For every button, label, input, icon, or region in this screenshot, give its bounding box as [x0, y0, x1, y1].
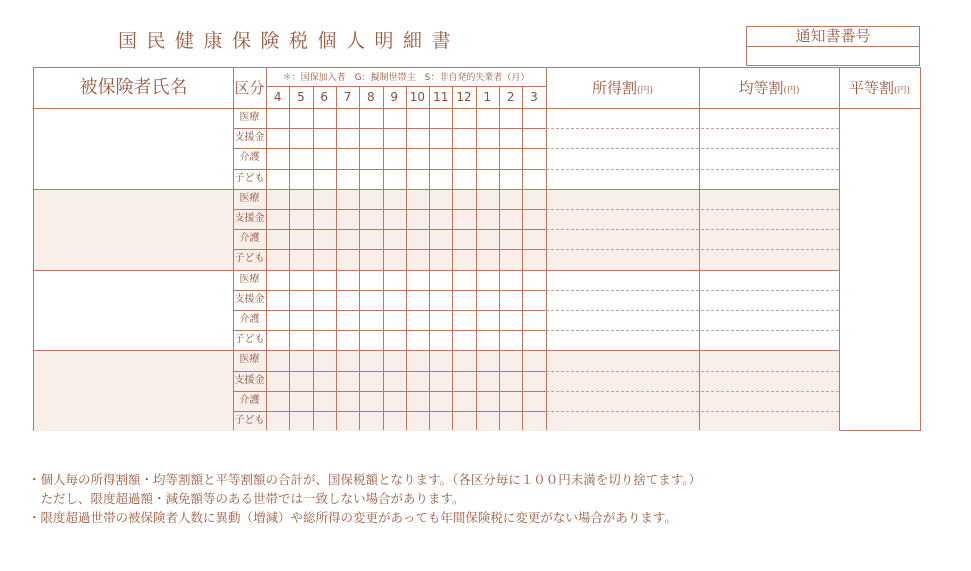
month-label: 9: [390, 90, 398, 104]
header-name: 被保険者氏名: [79, 77, 188, 98]
row-dashed-rule: [546, 310, 839, 311]
header-legend: ＊：国保加入者 G：擬制世帯主 S：非自発的失業者（月）: [282, 73, 530, 83]
notes: [28, 470, 928, 527]
month-label: 7: [343, 90, 352, 104]
notice-number-label: 通知書番号: [747, 27, 919, 47]
category-label: 支援金: [234, 213, 265, 224]
month-label: 12: [456, 90, 472, 104]
month-label: 10: [409, 90, 426, 104]
notice-number-box: [746, 26, 920, 66]
category-label: 子ども: [234, 334, 265, 346]
note-line-3: ・限度超過世帯の被保険者人数に異動（増減）や総所得の変更があっても年間保険税に変更がない場合があります。: [28, 510, 677, 525]
month-rule: [429, 86, 430, 430]
header-kubun: 区分: [234, 79, 265, 97]
row-rule: [233, 310, 546, 311]
note-line-1: ・個人毎の所得割額・均等割額と平等割額の合計が、国保税額となります。（各区分毎に１００円未満を切り捨てます。）: [28, 472, 702, 487]
month-label: 11: [433, 90, 449, 104]
header-flat-unit: (円): [893, 86, 911, 96]
block-rule: [34, 350, 839, 351]
month-rule: [383, 86, 384, 430]
header-income-label: 所得割: [591, 79, 637, 97]
header-income-unit: (円): [636, 86, 654, 96]
category-label: 介護: [239, 233, 260, 245]
header-rule: [34, 108, 920, 109]
month-rule: [452, 86, 453, 430]
header-flat-label: 平等割: [848, 79, 894, 97]
category-label: 医療: [239, 112, 260, 123]
month-rule: [336, 86, 337, 430]
row-dashed-rule: [546, 209, 839, 210]
row-rule: [233, 148, 546, 149]
month-label: 1: [483, 90, 492, 104]
category-label: 支援金: [234, 374, 265, 386]
row-rule: [233, 169, 546, 170]
category-label: 子ども: [234, 172, 265, 184]
month-rule: [313, 86, 314, 430]
row-dashed-rule: [546, 290, 839, 291]
month-label: 5: [297, 90, 305, 104]
month-label: 3: [530, 90, 538, 104]
detail-table: [33, 67, 921, 431]
header-income: [546, 68, 699, 108]
category-label: 子ども: [234, 253, 265, 265]
row-dashed-rule: [546, 371, 839, 372]
header-equal-unit: (円): [783, 86, 800, 96]
row-rule: [233, 411, 546, 412]
month-label: 2: [506, 90, 515, 104]
row-rule: [233, 128, 546, 129]
category-label: 介護: [239, 314, 260, 325]
month-rule: [406, 86, 407, 430]
category-label: 介護: [239, 152, 260, 164]
category-label: 子ども: [234, 415, 265, 426]
row-dashed-rule: [546, 128, 839, 129]
category-label: 医療: [239, 273, 260, 285]
document-title: 国民健康保険税個人明細書: [118, 30, 461, 52]
month-rule: [359, 86, 360, 430]
category-label: 介護: [239, 394, 260, 406]
month-rule: [499, 86, 500, 430]
row-rule: [233, 209, 546, 210]
row-rule: [233, 391, 546, 392]
month-rule: [289, 86, 290, 430]
month-rule: [522, 86, 523, 430]
column-rule: [839, 68, 840, 430]
row-rule: [233, 229, 546, 230]
row-dashed-rule: [546, 411, 839, 412]
header-equal-label: 均等割: [738, 79, 784, 97]
row-rule: [233, 249, 546, 250]
header-equal: [699, 68, 839, 108]
row-dashed-rule: [546, 249, 839, 250]
block-rule: [34, 270, 839, 271]
category-label: 支援金: [234, 132, 265, 144]
category-label: 医療: [239, 192, 260, 204]
month-label: 6: [320, 90, 329, 104]
row-dashed-rule: [546, 148, 839, 149]
month-label: 8: [367, 90, 375, 104]
row-dashed-rule: [546, 391, 839, 392]
row-rule: [233, 330, 546, 331]
month-label: 4: [273, 90, 282, 104]
row-rule: [233, 290, 546, 291]
header-flat: [839, 68, 920, 108]
category-label: 支援金: [234, 293, 265, 305]
month-rule: [476, 86, 477, 430]
row-dashed-rule: [546, 169, 839, 170]
row-dashed-rule: [546, 330, 839, 331]
note-line-2: ただし、限度超過額・減免額等のある世帯では一致しない場合があります。: [28, 491, 465, 506]
row-dashed-rule: [546, 229, 839, 230]
block-rule: [34, 189, 839, 190]
row-rule: [233, 371, 546, 372]
category-label: 医療: [239, 354, 260, 366]
